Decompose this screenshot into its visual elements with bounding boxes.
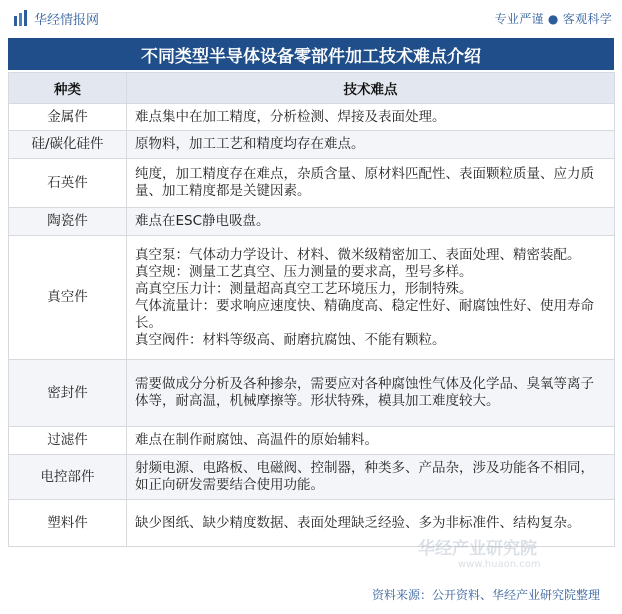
page-header — [0, 0, 622, 36]
source-note: 资料来源：公开资料、华经产业研究院整理 — [371, 588, 600, 602]
table-row — [9, 159, 615, 208]
page-title: 不同类型半导体设备零部件加工技术难点介绍 — [8, 38, 614, 70]
row-category: 硅/碳化硅件 — [9, 131, 127, 159]
difficulty-line: 难点在制作耐腐蚀、高温件的原始辅料。 — [135, 432, 378, 448]
watermark-url: www.huaon.com — [458, 559, 541, 570]
row-difficulty — [127, 360, 615, 427]
table-row — [9, 427, 615, 455]
row-category: 电控部件 — [9, 455, 127, 500]
table-row — [9, 500, 615, 547]
watermark-text: 华经产业研究院 — [418, 539, 537, 559]
brand — [14, 9, 99, 28]
row-difficulty — [127, 236, 615, 360]
brand-logo-icon — [14, 10, 28, 26]
difficulty-line: 原物料，加工工艺和精度均存在难点。 — [135, 136, 365, 152]
tagline: 专业严谨 ● 客观科学 — [494, 11, 612, 26]
table-row — [9, 131, 615, 159]
difficulty-line: 真空泵：气体动力学设计、材料、微米级精密加工、表面处理、精密装配。 — [135, 246, 581, 263]
row-category: 石英件 — [9, 159, 127, 208]
row-difficulty — [127, 159, 615, 208]
column-header-category: 种类 — [9, 73, 127, 104]
row-difficulty — [127, 104, 615, 131]
row-difficulty — [127, 455, 615, 500]
row-category: 过滤件 — [9, 427, 127, 455]
difficulty-line: 真空阀件：材料等级高、耐磨抗腐蚀、不能有颗粒。 — [135, 331, 446, 348]
difficulty-line: 气体流量计：要求响应速度快、精确度高、稳定性好、耐腐蚀性好、使用寿命长。 — [135, 297, 594, 331]
row-difficulty — [127, 427, 615, 455]
difficulty-line: 难点在ESC静电吸盘。 — [135, 213, 270, 229]
table-row — [9, 208, 615, 236]
table-header-row — [9, 73, 615, 104]
difficulty-line: 射频电源、电路板、电磁阀、控制器，种类多、产品杂，涉及功能各不相同，如正向研发需要结合使用功能。 — [135, 460, 594, 493]
difficulty-line: 纯度，加工精度存在难点，杂质含量、原材料匹配性、表面颗粒质量、应力质量、加工精度都是关键因素。 — [135, 166, 594, 199]
row-category: 塑料件 — [9, 500, 127, 547]
difficulty-line: 需要做成分分析及各种掺杂，需要应对各种腐蚀性气体及化学品、臭氧等离子体等，耐高温，机械摩擦等。形状特殊，模具加工难度较大。 — [135, 376, 594, 409]
difficulty-line: 难点集中在加工精度，分析检测、焊接及表面处理。 — [135, 108, 446, 125]
table-row — [9, 455, 615, 500]
table-row — [9, 236, 615, 360]
difficulty-line: 真空规：测量工艺真空、压力测量的要求高，型号多样。 — [135, 263, 473, 280]
row-difficulty — [127, 500, 615, 547]
table-row — [9, 104, 615, 131]
table-body — [9, 104, 615, 547]
row-category: 真空件 — [9, 236, 127, 360]
difficulty-line: 缺少图纸、缺少精度数据、表面处理缺乏经验、多为非标准件、结构复杂。 — [135, 514, 581, 531]
row-difficulty — [127, 131, 615, 159]
brand-name: 华经情报网 — [34, 12, 100, 28]
table-row — [9, 360, 615, 427]
row-category: 密封件 — [9, 360, 127, 427]
row-category: 陶瓷件 — [9, 208, 127, 236]
difficulty-table — [8, 72, 615, 547]
row-category: 金属件 — [9, 104, 127, 131]
row-difficulty — [127, 208, 615, 236]
column-header-difficulty: 技术难点 — [127, 73, 615, 104]
difficulty-line: 高真空压力计：测量超高真空工艺环境压力，形制特殊。 — [135, 280, 473, 297]
